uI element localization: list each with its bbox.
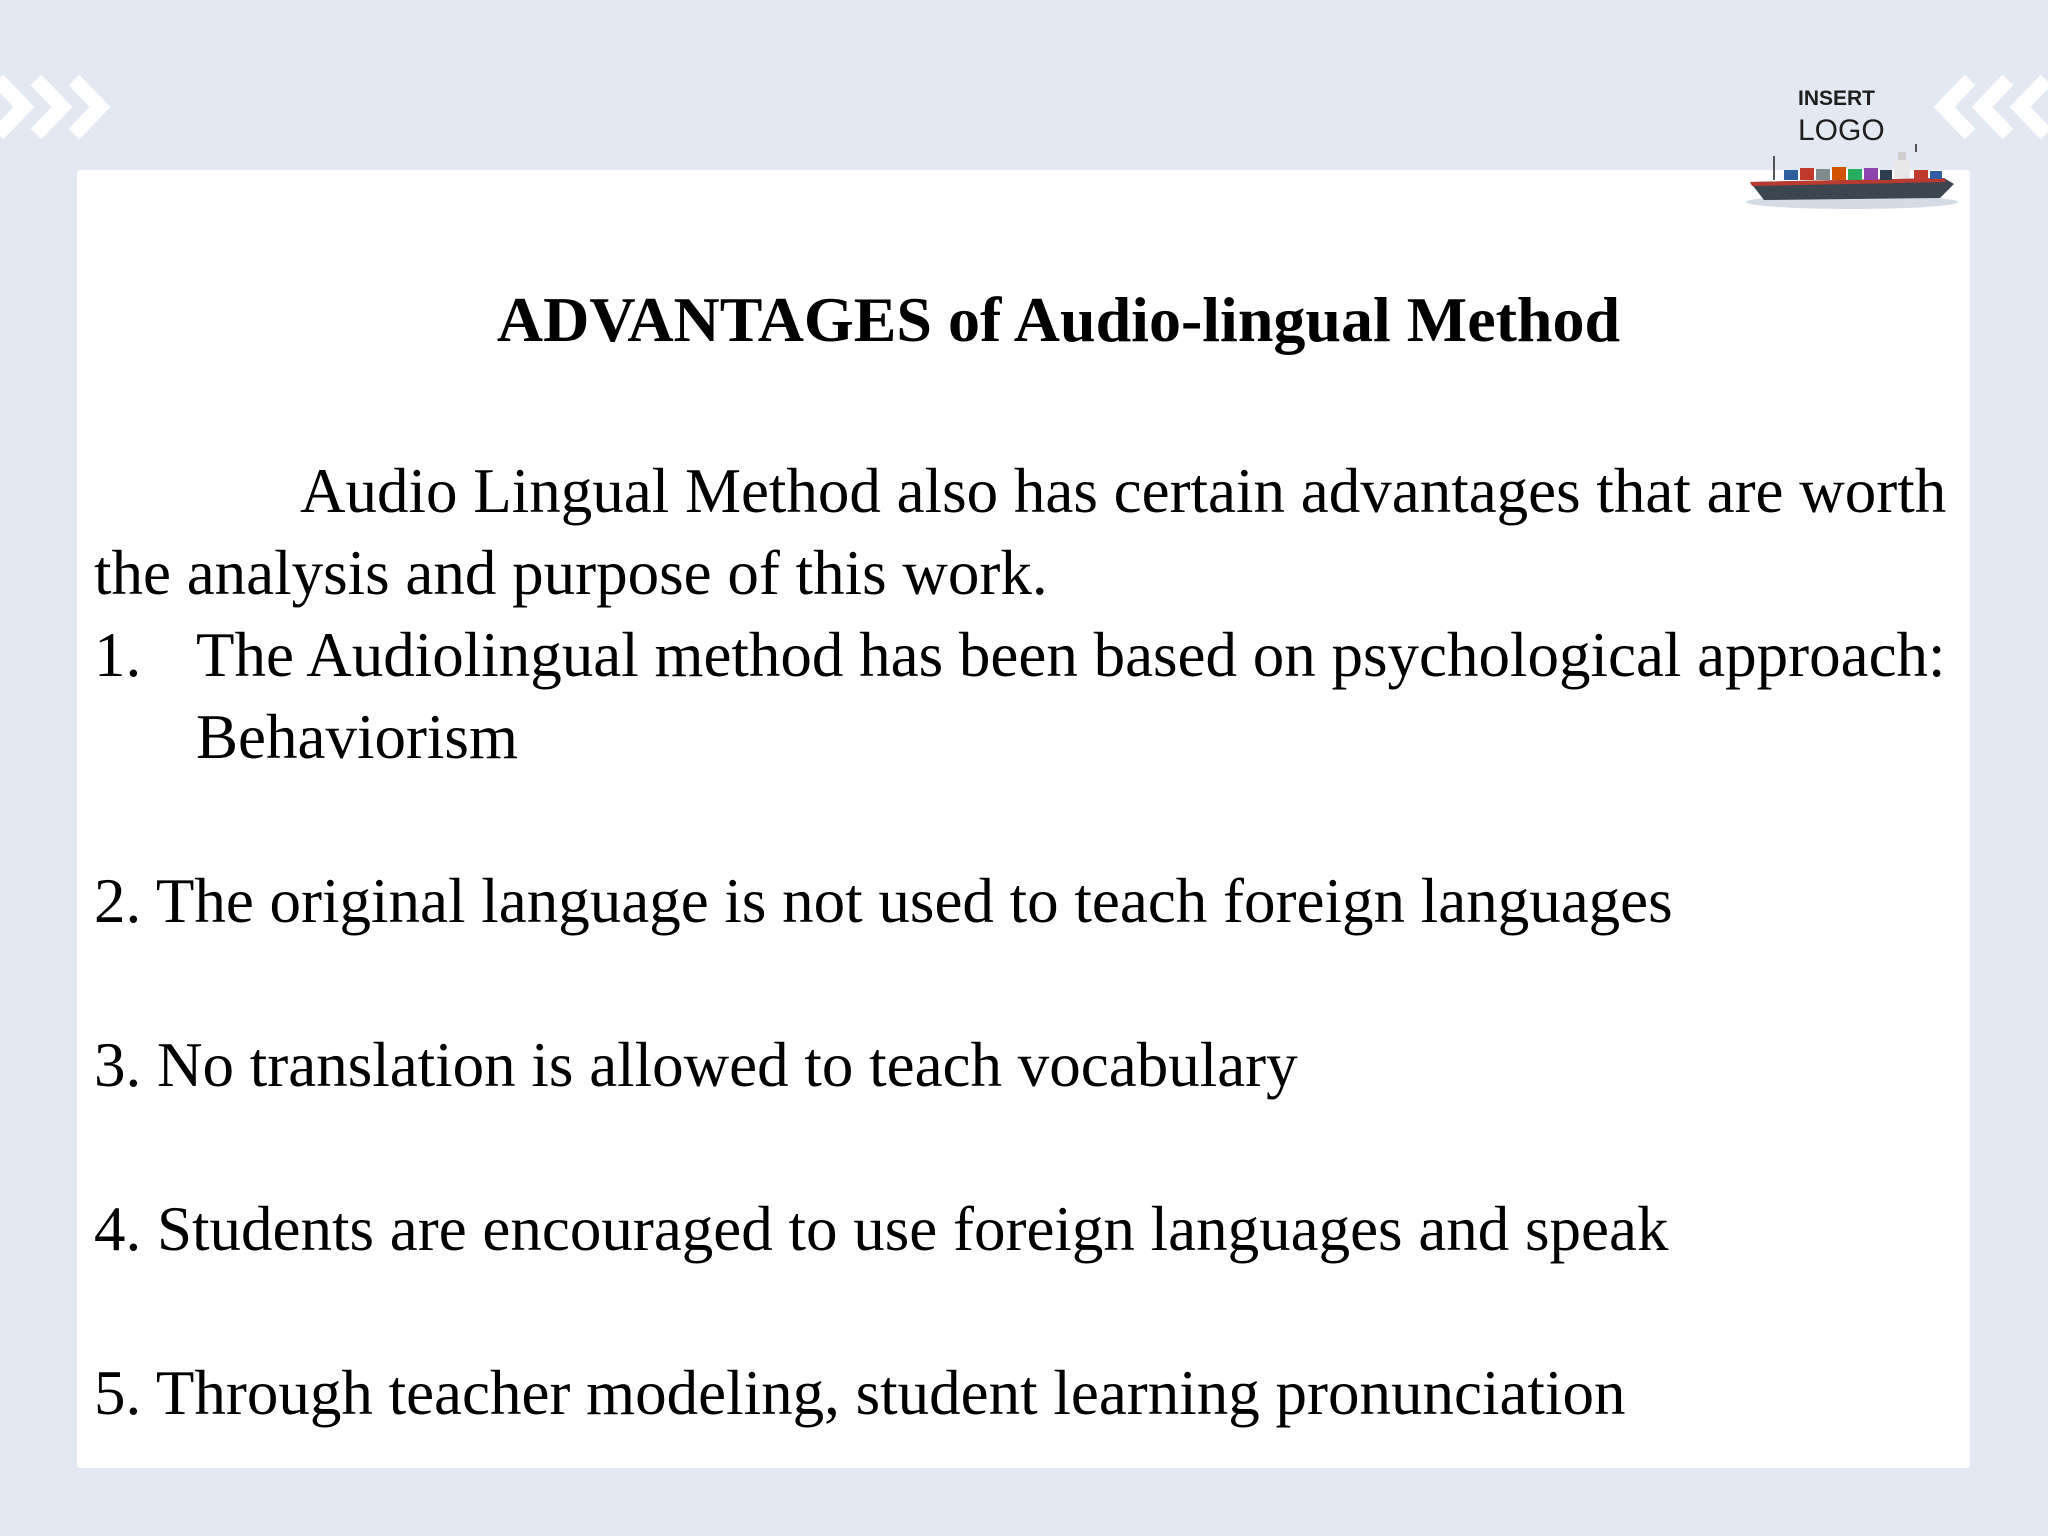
slide-panel bbox=[77, 170, 1970, 1468]
logo bbox=[1740, 80, 1960, 210]
list-item: 2. The original language is not used to teach foreign languages bbox=[94, 866, 1673, 936]
list-item: 3. No translation is allowed to teach vocabulary bbox=[94, 1030, 1298, 1100]
list-item-text: The Audiolingual method has been based on psychological approach: Behaviorism bbox=[196, 620, 1946, 772]
chevrons-right-icon bbox=[0, 72, 134, 142]
slide-body bbox=[94, 450, 1954, 1434]
list-item-number: 1. bbox=[94, 620, 142, 690]
logo-line-2: LOGO bbox=[1798, 114, 1885, 147]
list-item bbox=[94, 614, 1954, 778]
intro-paragraph: Audio Lingual Method also has certain advantages that are worth the analysis and purpose of this work. bbox=[94, 456, 1947, 608]
list-item: 5. Through teacher modeling, student learning pronunciation bbox=[94, 1358, 1626, 1428]
logo-line-1: INSERT bbox=[1798, 87, 1876, 110]
cargo-ship-icon bbox=[1744, 142, 1960, 212]
slide-title: ADVANTAGES of Audio-lingual Method bbox=[496, 284, 1621, 355]
list-item: 4. Students are encouraged to use foreign languages and speak bbox=[94, 1194, 1669, 1264]
